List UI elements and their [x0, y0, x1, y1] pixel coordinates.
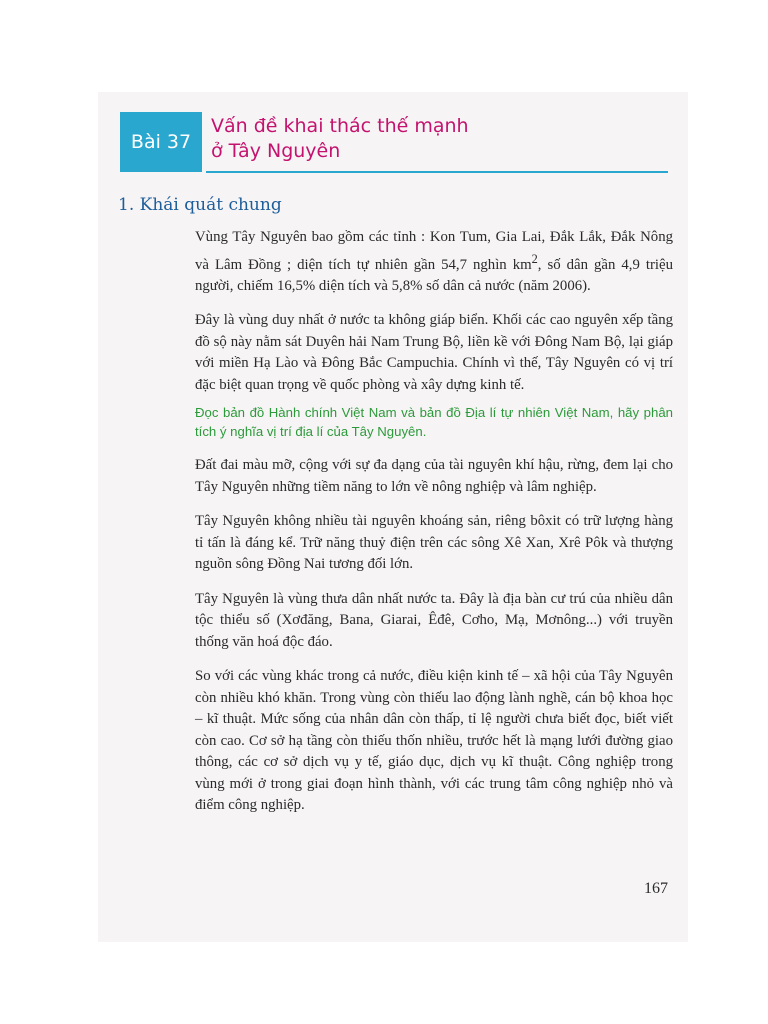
paragraph-location: Đây là vùng duy nhất ở nước ta không giáp biển. Khối các cao nguyên xếp tầng đồ sộ này nằm sát Duyên hải Nam Trung Bộ, liền kề với Đông Nam Bộ, lại giáp với miền Hạ Lào và Đông Bắc Campuchia. Chính vì thế, Tây Nguyên có vị trí đặc biệt quan trọng về quốc phòng và xây dựng kinh tế.: [195, 312, 673, 393]
lesson-number-badge: [120, 112, 202, 172]
section-heading: 1. Khái quát chung: [118, 195, 282, 215]
paragraph-difficulties: So với các vùng khác trong cả nước, điều kiện kinh tế – xã hội của Tây Nguyên còn nhiều khó khăn. Trong vùng còn thiếu lao động lành nghề, cán bộ khoa học – kĩ thuật. Mức sống của nhân dân còn thấp, tỉ lệ người chưa biết đọc, biết viết còn cao. Cơ sở hạ tầng còn thiếu thốn nhiều, trước hết là mạng lưới đường giao thông, các cơ sở dịch vụ y tế, giáo dục, dịch vụ kĩ thuật. Công nghiệp trong vùng mới ở trong giai đoạn hình thành, với các trung tâm công nghiệp nhỏ và điểm công nghiệp.: [195, 668, 673, 814]
paragraph-overview-part-1: Vùng Tây Nguyên bao gồm các tỉnh : Kon Tum, Gia Lai, Đắk Lắk, Đắk Nông và Lâm Đồng ; diện tích tự nhiên gần 54,7 nghìn km: [195, 229, 673, 273]
lesson-title: [211, 114, 671, 164]
paragraph-overview-part-2: , số dân gần 4,9 triệu người, chiếm 16,5% diện tích và 5,8% số dân cả nước (năm 2006).: [195, 256, 673, 294]
lesson-body: [195, 227, 673, 830]
title-underline: [206, 171, 668, 173]
paragraph-soil-climate: Đất đai màu mỡ, cộng với sự đa dạng của tài nguyên khí hậu, rừng, đem lại cho Tây Nguyên những tiềm năng to lớn về nông nghiệp và lâm nghiệp.: [195, 457, 673, 495]
lesson-title-line-1: Vấn đề khai thác thế mạnh: [211, 115, 469, 137]
paragraph-overview: [195, 227, 673, 297]
lesson-number-label: Bài 37: [130, 131, 192, 153]
page-number: 167: [644, 880, 668, 897]
map-reading-task: Đọc bản đồ Hành chính Việt Nam và bản đồ Địa lí tự nhiên Việt Nam, hãy phân tích ý nghĩa vị trí địa lí của Tây Nguyên.: [195, 405, 673, 440]
superscript-squared: 2: [531, 251, 538, 266]
paragraph-population: Tây Nguyên là vùng thưa dân nhất nước ta. Đây là địa bàn cư trú của nhiều dân tộc thiểu số (Xơđăng, Bana, Giarai, Êđê, Cơho, Mạ, Mơnông...) với truyền thống văn hoá độc đáo.: [195, 590, 673, 650]
paragraph-minerals-hydropower: Tây Nguyên không nhiều tài nguyên khoáng sản, riêng bôxit có trữ lượng hàng tỉ tấn là đáng kể. Trữ năng thuỷ điện trên các sông Xê Xan, Xrê Pôk và thượng nguồn sông Đồng Nai tương đối lớn.: [195, 513, 673, 573]
lesson-title-line-2: ở Tây Nguyên: [211, 140, 341, 162]
